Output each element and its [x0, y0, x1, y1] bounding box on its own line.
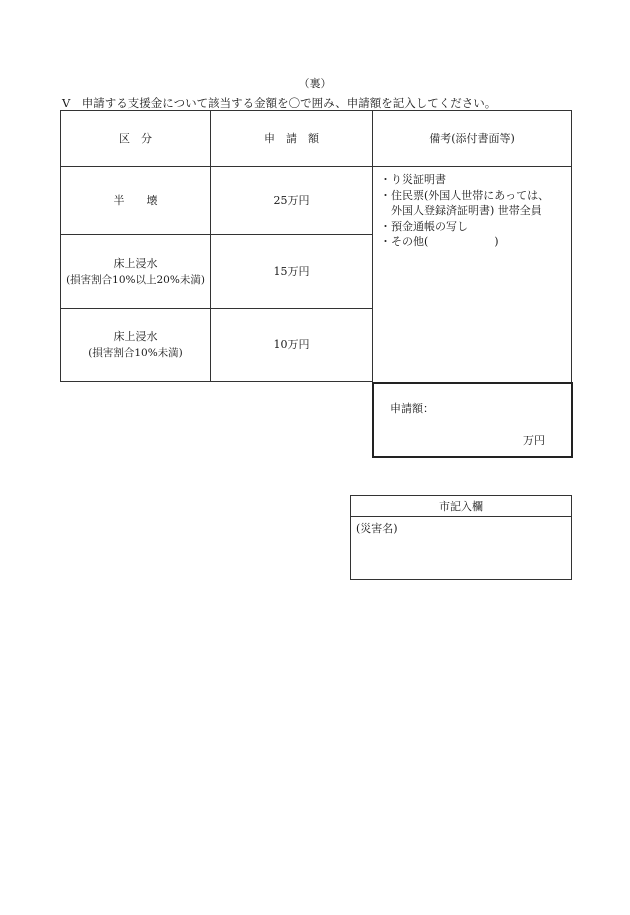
table-border-right — [571, 110, 572, 382]
page-side-label: （裏） — [298, 77, 332, 90]
amount-option-10[interactable]: 10万円 — [273, 338, 310, 351]
category-label: 半 壊 — [113, 193, 158, 207]
table-row-category — [61, 235, 210, 308]
instruction-text: Ⅴ 申請する支援金について該当する金額を〇で囲み、申請額を記入してください。 — [62, 96, 497, 110]
note-item: 外国人登録済証明書) 世帯全員 — [380, 204, 542, 217]
table-row-category — [61, 167, 210, 234]
header-amount: 申 請 額 — [264, 131, 319, 145]
note-item: ・預金通帳の写し — [380, 219, 468, 233]
amount-option-15[interactable]: 15万円 — [273, 264, 310, 278]
header-category: 区 分 — [119, 131, 152, 145]
table-border-bottom — [60, 381, 372, 382]
category-label: 床上浸水 — [113, 330, 158, 343]
category-label: 床上浸水 — [113, 256, 158, 270]
category-sublabel: (損害割合10%以上20%未満) — [66, 273, 205, 286]
amount-option-25[interactable]: 25万円 — [273, 193, 310, 207]
table-row-category — [61, 309, 210, 381]
city-entry-section — [350, 495, 572, 580]
header-notes: 備考(添付書面等) — [429, 131, 515, 145]
city-entry-title: 市記入欄 — [351, 496, 571, 517]
application-amount-label: 申請額： — [390, 402, 434, 415]
disaster-name-field[interactable] — [351, 517, 571, 539]
note-item: ・その他( ) — [380, 235, 499, 248]
note-item: ・住民票(外国人世帯にあっては、 — [380, 188, 550, 202]
attachment-notes — [380, 172, 549, 250]
application-amount-box[interactable] — [372, 382, 573, 458]
category-sublabel: (損害割合10%未満) — [88, 347, 183, 359]
application-amount-unit: 万円 — [523, 434, 545, 447]
note-item: ・り災証明書 — [380, 173, 446, 186]
disaster-name-label: (災害名) — [356, 522, 398, 535]
